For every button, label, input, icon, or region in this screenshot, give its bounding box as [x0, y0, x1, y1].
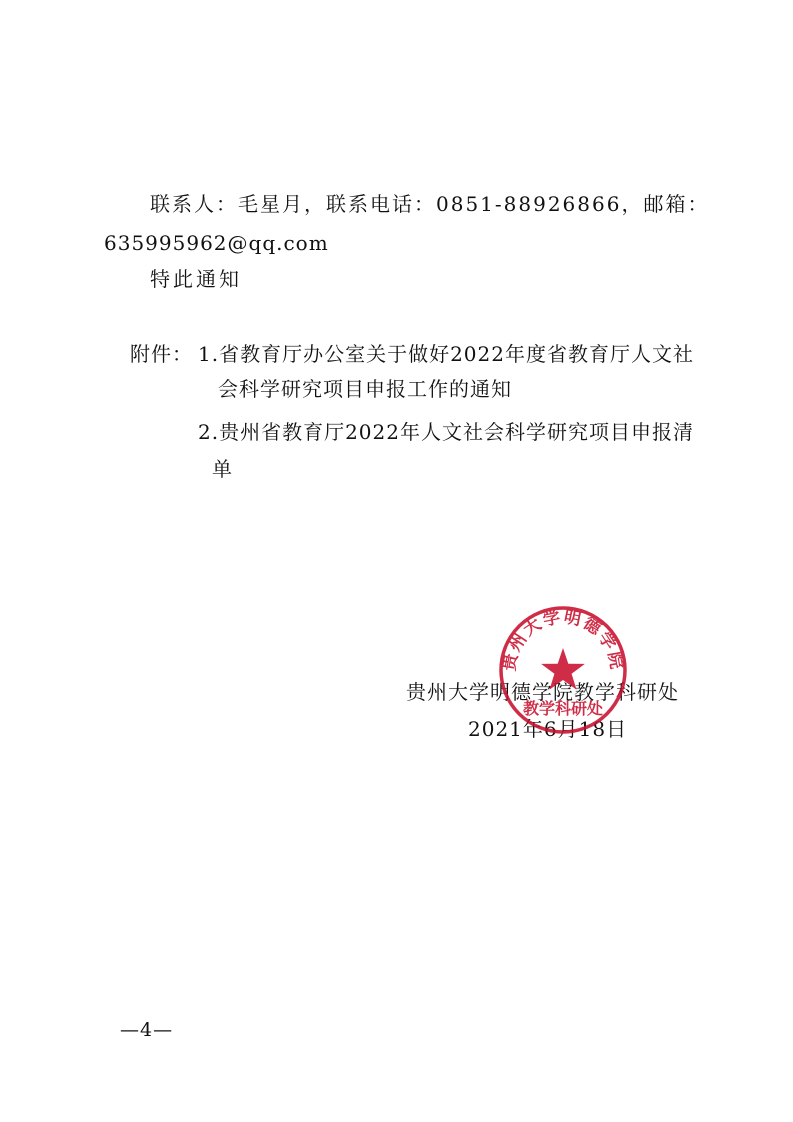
notice-closing: 特此通知	[150, 267, 242, 291]
attachments-label: 附件：	[130, 342, 193, 366]
signature-organization: 贵州大学明德学院教学科研处	[406, 680, 679, 704]
contact-email: 635995962@qq.com	[104, 231, 329, 255]
contact-line: 联系人：毛星月，联系电话：0851-88926866，邮箱：	[150, 192, 710, 216]
seal-bottom-text: 教学科研处	[522, 699, 604, 718]
seal-ring-text: 贵州大学明德学院	[499, 607, 627, 673]
seal-star-icon	[541, 648, 585, 690]
page-number: —4—	[120, 1019, 174, 1041]
signature-date: 2021年6月18日	[468, 717, 628, 741]
attachment-2-line-2: 单	[212, 457, 233, 481]
attachment-1-line-1: 1.省教育厅办公室关于做好2022年度省教育厅人文社	[198, 342, 694, 366]
official-seal-stamp	[497, 604, 629, 736]
attachment-2-line-1: 2.贵州省教育厅2022年人文社会科学研究项目申报清	[198, 420, 694, 444]
attachment-1-line-2: 会科学研究项目申报工作的通知	[218, 377, 512, 401]
